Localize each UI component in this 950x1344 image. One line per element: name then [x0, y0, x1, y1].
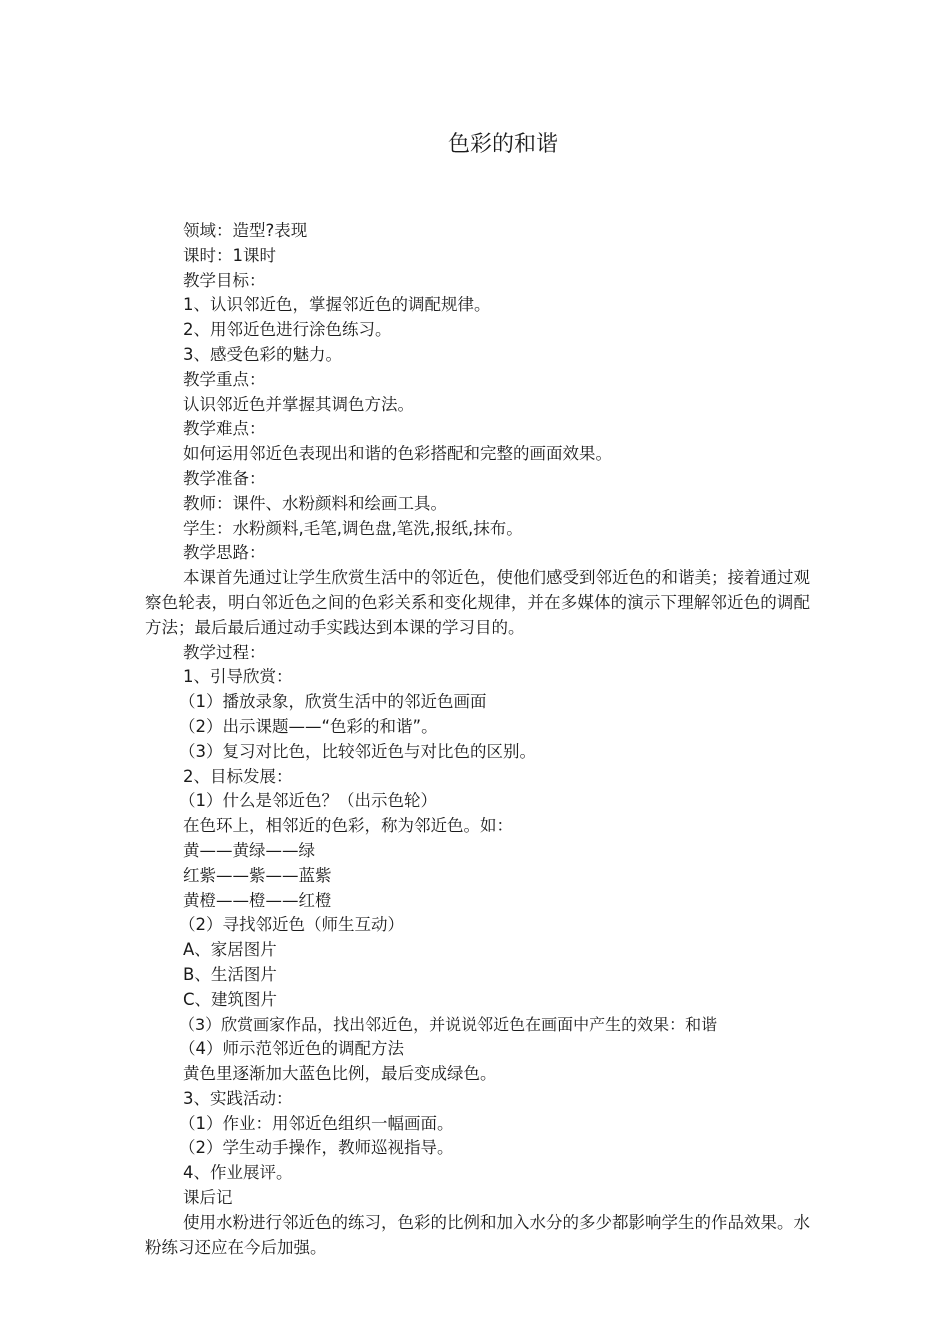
- text-line: 认识邻近色并掌握其调色方法。: [183, 394, 414, 414]
- text-line: （2）学生动手操作，教师巡视指导。: [179, 1138, 454, 1158]
- text-line: 如何运用邻近色表现出和谐的色彩搭配和完整的画面效果。: [183, 444, 612, 464]
- text-line: 1、认识邻近色，掌握邻近色的调配规律。: [183, 295, 491, 315]
- text-line: 课时：1课时: [183, 245, 276, 265]
- text-line: B、生活图片: [183, 964, 277, 984]
- text-line: （1）播放录象，欣赏生活中的邻近色画面: [179, 692, 487, 712]
- text-line: （4）师示范邻近色的调配方法: [179, 1039, 404, 1059]
- text-line: 学生：水粉颜料,毛笔,调色盘,笔洗,报纸,抹布。: [183, 518, 523, 538]
- text-line: 黄橙——橙——红橙: [183, 890, 332, 910]
- text-line: 3、感受色彩的魅力。: [183, 344, 342, 364]
- text-line: 2、目标发展：: [183, 766, 293, 786]
- text-line: 教学过程：: [183, 642, 266, 662]
- text-line: 黄——黄绿——绿: [183, 840, 315, 860]
- text-line: 课后记: [183, 1188, 233, 1208]
- document-body: [145, 219, 810, 1260]
- paragraph-teaching-approach: 本课首先通过让学生欣赏生活中的邻近色，使他们感受到邻近色的和谐美；接着通过观察色轮表，明白邻近色之间的色彩关系和变化规律，并在多媒体的演示下理解邻近色的调配方法；最后最后通过动手实践达到本课的学习目的。: [145, 568, 810, 637]
- text-line: 教学准备：: [183, 468, 266, 488]
- text-line: 3、实践活动：: [183, 1088, 293, 1108]
- paragraph-after-class-notes: 使用水粉进行邻近色的练习，色彩的比例和加入水分的多少都影响学生的作品效果。水粉练习还应在今后加强。: [145, 1212, 810, 1257]
- text-line: 领域：造型?表现: [183, 221, 308, 240]
- text-line: 黄色里逐渐加大蓝色比例，最后变成绿色。: [183, 1064, 497, 1084]
- text-line: 4、作业展评。: [183, 1163, 293, 1183]
- text-line: （2）出示课题——“色彩的和谐”。: [179, 716, 438, 736]
- text-line: 在色环上，相邻近的色彩，称为邻近色。如：: [183, 816, 513, 836]
- text-line: （1）作业：用邻近色组织一幅画面。: [179, 1113, 454, 1133]
- text-line: 教学难点：: [183, 419, 266, 439]
- text-line: 1、引导欣赏：: [183, 667, 293, 687]
- text-line: 教学目标：: [183, 270, 266, 290]
- text-line: 教学重点：: [183, 369, 266, 389]
- document-title: 色彩的和谐: [447, 132, 558, 157]
- text-line: A、家居图片: [183, 940, 277, 960]
- text-line: 红紫——紫——蓝紫: [183, 865, 332, 885]
- text-line: 教学思路：: [183, 543, 266, 563]
- text-line: C、建筑图片: [183, 989, 278, 1009]
- text-line: 教师：课件、水粉颜料和绘画工具。: [183, 493, 447, 513]
- text-line: （2）寻找邻近色（师生互动）: [179, 915, 404, 935]
- text-line: （1）什么是邻近色？（出示色轮）: [179, 791, 437, 811]
- text-line: 2、用邻近色进行涂色练习。: [183, 320, 392, 340]
- text-line: （3）欣赏画家作品，找出邻近色，并说说邻近色在画面中产生的效果：和谐: [179, 1014, 718, 1034]
- text-line: （3）复习对比色，比较邻近色与对比色的区别。: [179, 741, 536, 761]
